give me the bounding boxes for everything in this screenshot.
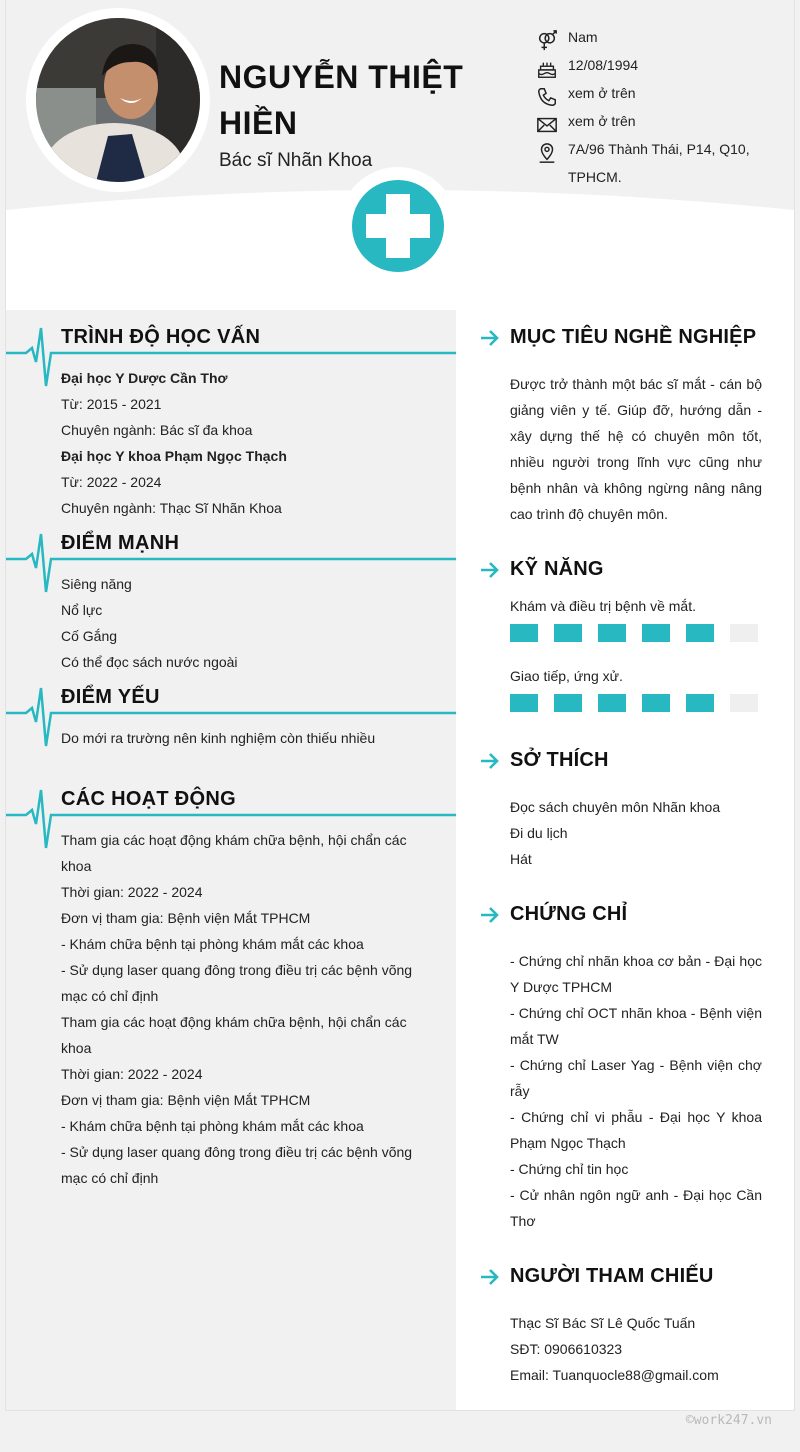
contact-info [536, 29, 776, 185]
reference-email: Email: Tuanquocle88@gmail.com [510, 1367, 719, 1383]
education-school: Đại học Y Dược Cần Thơ [61, 370, 228, 386]
education-title: TRÌNH ĐỘ HỌC VẤN [61, 326, 261, 348]
skill-level-segment [642, 624, 670, 642]
activity-line: - Sử dụng laser quang đông trong điều trị các bệnh võng [61, 962, 413, 978]
reference-name: Thạc Sĩ Bác Sĩ Lê Quốc Tuấn [510, 1315, 696, 1331]
activity-line: khoa [61, 858, 92, 874]
education-major: Chuyên ngành: Bác sĩ đa khoa [61, 422, 253, 438]
list-item: Do mới ra trường nên kinh nghiệm còn thiếu nhiều [61, 730, 376, 746]
list-item: Siêng năng [61, 576, 132, 592]
list-item: - Chứng chỉ Laser Yag - Bệnh viện chợ rẫy [510, 1057, 762, 1099]
skill-level-bar [510, 624, 760, 642]
reference-phone: SĐT: 0906610323 [510, 1341, 623, 1357]
arrow-right-icon [480, 752, 500, 770]
education-major: Chuyên ngành: Thạc Sĩ Nhãn Khoa [61, 500, 282, 516]
full-name [219, 54, 499, 146]
activity-line: Tham gia các hoạt động khám chữa bệnh, hội chẩn các [61, 832, 407, 848]
activity-line: mạc có chỉ định [61, 1170, 159, 1186]
activity-line: Đơn vị tham gia: Bệnh viện Mắt TPHCM [61, 910, 311, 926]
birthday-value: 12/08/1994 [568, 57, 639, 73]
activity-line: Tham gia các hoạt động khám chữa bệnh, hội chẩn các [61, 1014, 407, 1030]
activities-title: CÁC HOẠT ĐỘNG [61, 788, 237, 810]
certificates-list [510, 948, 762, 1234]
skill-label: Giao tiếp, ứng xử. [510, 668, 623, 684]
arrow-right-icon [480, 906, 500, 924]
email-value: xem ở trên [568, 113, 636, 129]
mail-icon [536, 114, 558, 136]
activity-line: mạc có chỉ định [61, 988, 159, 1004]
hobbies-title: SỞ THÍCH [510, 749, 609, 771]
list-item: Có thể đọc sách nước ngoài [61, 654, 238, 670]
list-item: - Chứng chỉ nhãn khoa cơ bản - Đại học Y Dược TPHCM [510, 953, 762, 995]
weaknesses-title: ĐIỂM YẾU [61, 686, 160, 708]
activity-line: Thời gian: 2022 - 2024 [61, 884, 203, 900]
address-row [536, 141, 776, 185]
activity-line: - Khám chữa bệnh tại phòng khám mắt các khoa [61, 936, 364, 952]
list-item: - Chứng chỉ vi phẫu - Đại học Y khoa Phạm Ngọc Thạch [510, 1109, 762, 1151]
hobbies-list [510, 794, 762, 872]
activity-line: - Khám chữa bệnh tại phòng khám mắt các khoa [61, 1118, 364, 1134]
objective-title: MỤC TIÊU NGHỀ NGHIỆP [510, 326, 757, 348]
skills-title: KỸ NĂNG [510, 558, 604, 580]
location-pin-icon [536, 142, 558, 164]
skill-level-segment [554, 624, 582, 642]
phone-icon [536, 86, 558, 108]
medical-cross-icon [352, 180, 444, 272]
skill-label: Khám và điều trị bệnh về mắt. [510, 598, 696, 614]
birthday-cake-icon [536, 58, 558, 80]
certificates-title: CHỨNG CHỈ [510, 903, 628, 925]
activity-line: Đơn vị tham gia: Bệnh viện Mắt TPHCM [61, 1092, 311, 1108]
activity-line: Thời gian: 2022 - 2024 [61, 1066, 203, 1082]
name-line-2: HIỀN [219, 105, 298, 141]
address-value [568, 135, 758, 191]
weaknesses-list [61, 725, 431, 751]
skill-level-segment [554, 694, 582, 712]
watermark: ©work247.vn [685, 1413, 772, 1428]
phone-value: xem ở trên [568, 85, 636, 101]
list-item: Đọc sách chuyên môn Nhãn khoa [510, 799, 721, 815]
avatar [26, 8, 210, 192]
activity-line: khoa [61, 1040, 92, 1056]
activity-line: - Sử dụng laser quang đông trong điều trị các bệnh võng [61, 1144, 413, 1160]
address-line-1: 7A/96 Thành Thái, P14, Q10, [568, 141, 750, 157]
education-period: Từ: 2022 - 2024 [61, 474, 162, 490]
strengths-list [61, 571, 431, 675]
references-list [510, 1310, 762, 1388]
education-list [61, 365, 431, 521]
arrow-right-icon [480, 561, 500, 579]
list-item: - Cử nhân ngôn ngữ anh - Đại học Cần Thơ [510, 1187, 762, 1229]
list-item: Hát [510, 851, 532, 867]
education-school: Đại học Y khoa Phạm Ngọc Thạch [61, 448, 287, 464]
name-line-1: NGUYỄN THIỆT [219, 59, 464, 95]
skill-level-segment [510, 694, 538, 712]
job-title: Bác sĩ Nhãn Khoa [219, 150, 373, 171]
skill-level-segment [642, 694, 670, 712]
skill-level-segment [598, 624, 626, 642]
list-item: - Chứng chỉ OCT nhãn khoa - Bệnh viện mắt TW [510, 1005, 762, 1047]
list-item: Đi du lịch [510, 825, 568, 841]
skill-level-segment [686, 694, 714, 712]
profile-photo [36, 18, 200, 182]
skill-level-segment [510, 624, 538, 642]
address-line-2: TPHCM. [568, 169, 622, 185]
objective-text: Được trở thành một bác sĩ mắt - cán bộ giảng viên y tế. Giúp đỡ, hướng dẫn - xây dựng thế hệ có chuyên môn tốt, nhiều người trong lĩnh vực cũng như bệnh nhân và không ngừng nâng nâng cao trình độ chuyên môn. [510, 376, 762, 522]
list-item: Nổ lực [61, 602, 103, 618]
strengths-title: ĐIỂM MẠNH [61, 532, 180, 554]
list-item: Cố Gắng [61, 628, 118, 644]
activities-list [61, 827, 431, 1191]
list-item: - Chứng chỉ tin học [510, 1161, 629, 1177]
education-period: Từ: 2015 - 2021 [61, 396, 162, 412]
references-title: NGƯỜI THAM CHIẾU [510, 1265, 714, 1287]
left-column [6, 310, 456, 1410]
gender-icon [536, 30, 558, 52]
resume-page [5, 0, 795, 1411]
arrow-right-icon [480, 1268, 500, 1286]
arrow-right-icon [480, 329, 500, 347]
medical-cross-badge [339, 167, 457, 285]
skill-level-bar [510, 694, 760, 712]
skill-level-segment [730, 694, 758, 712]
skill-level-segment [686, 624, 714, 642]
gender-value: Nam [568, 29, 598, 45]
skill-level-segment [730, 624, 758, 642]
skill-level-segment [598, 694, 626, 712]
